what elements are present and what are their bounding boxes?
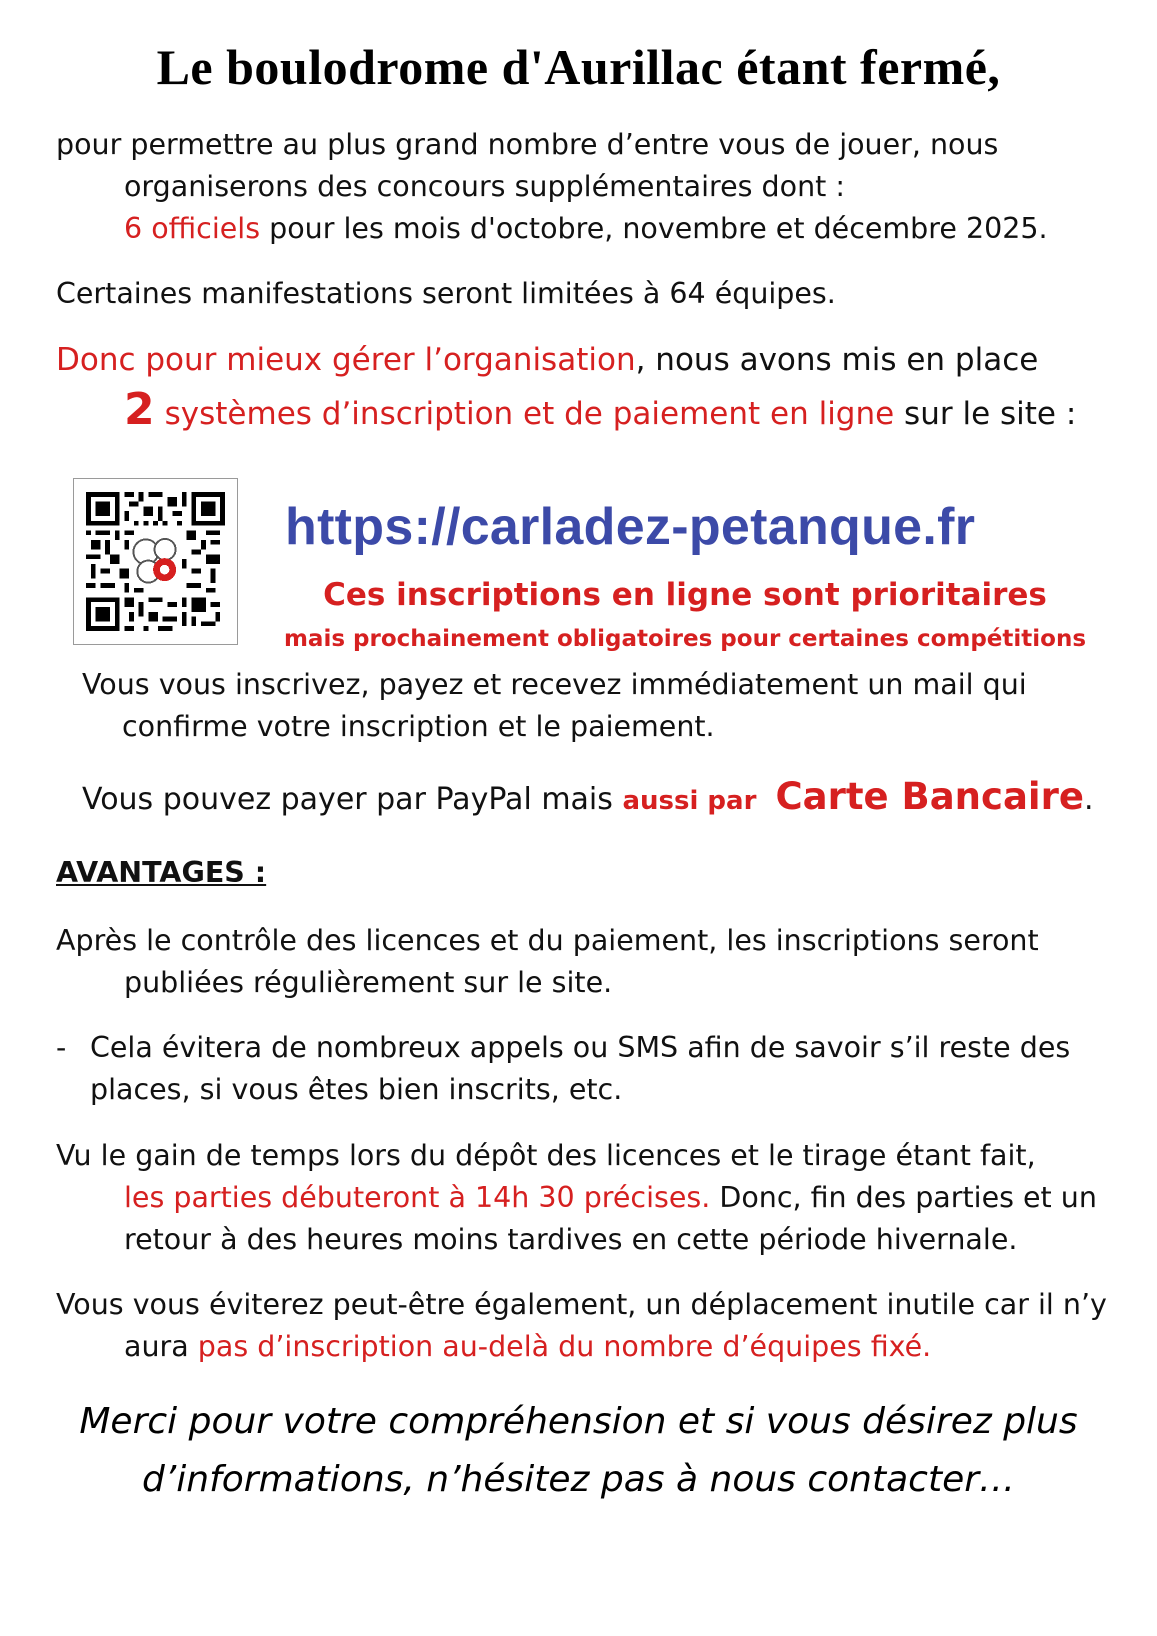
payment-paragraph: [82, 776, 1142, 822]
advantage-3-line-1: Vu le gain de temps lors du dépôt des licences et le tirage étant fait,: [56, 1139, 1036, 1172]
advantage-3-line-2: [56, 1177, 1116, 1219]
systems-number: 2: [124, 384, 155, 435]
register-line-1: Vous vous inscrivez, payez et recevez immédiatement un mail qui: [82, 668, 1027, 701]
advantage-3: [56, 1135, 1116, 1261]
site-url-link[interactable]: https://carladez-petanque.fr: [285, 498, 976, 556]
advantage-2-line-2: places, si vous êtes bien inscrits, etc.: [90, 1073, 623, 1106]
advantage-4-line-2-start: aura: [124, 1330, 198, 1363]
advantage-3-line-3: retour à des heures moins tardives en cette période hivernale.: [124, 1223, 1018, 1256]
advantage-1-line-2: publiées régulièrement sur le site.: [124, 966, 613, 999]
advantage-4-line-2: [56, 1326, 1116, 1368]
payment-text: Vous pouvez payer par PayPal mais: [82, 782, 623, 817]
intro-line-2: organiserons des concours supplémentaires dont :: [124, 170, 845, 203]
payment-carte-bancaire: Carte Bancaire: [775, 775, 1084, 818]
systems-line-1-rest: , nous avons mis en place: [635, 342, 1039, 378]
intro-line-1: pour permettre au plus grand nombre d’entre vous de jouer, nous: [56, 128, 999, 161]
intro-months: pour les mois d'octobre, novembre et décembre 2025.: [260, 212, 1048, 245]
register-paragraph: [82, 664, 1142, 748]
payment-end: .: [1083, 782, 1094, 817]
register-line-2: confirme votre inscription et le paiement.: [122, 710, 715, 743]
advantage-1: [56, 920, 1116, 1004]
start-time-notice: les parties débuteront à 14h 30 précises.: [124, 1181, 711, 1214]
page-title: Le boulodrome d'Aurillac étant fermé,: [156, 39, 1001, 95]
limit-paragraph: Certaines manifestations seront limitées à 64 équipes.: [56, 277, 836, 310]
team-limit-notice: pas d’inscription au-delà du nombre d’équipes fixé.: [197, 1330, 932, 1363]
intro-line-3: [56, 208, 1116, 250]
advantage-4-line-1: Vous vous éviterez peut-être également, un déplacement inutile car il n’y: [56, 1288, 1107, 1321]
advantage-4: [56, 1284, 1116, 1368]
advantages-heading: AVANTAGES :: [56, 856, 267, 889]
systems-online-text: systèmes d’inscription et de paiement en ligne: [164, 396, 895, 432]
advantage-1-line-1: Après le contrôle des licences et du paiement, les inscriptions seront: [56, 924, 1039, 957]
systems-line-1: [56, 338, 1116, 382]
systems-paragraph: [56, 338, 1116, 436]
closing-line-1: Merci pour votre compréhension et si vous désirez plus: [79, 1401, 1078, 1442]
systems-red-text: Donc pour mieux gérer l’organisation: [56, 342, 636, 378]
advantage-2-line-1: Cela évitera de nombreux appels ou SMS afin de savoir s’il reste des: [90, 1031, 1071, 1064]
systems-line-2-rest: sur le site :: [894, 396, 1077, 432]
intro-paragraph: [56, 124, 1116, 250]
qr-code-graphic: [86, 492, 225, 631]
closing-line-2: d’informations, n’hésitez pas à nous contacter…: [141, 1459, 1016, 1500]
advantage-2-dash: -: [56, 1031, 67, 1064]
advantage-2: [56, 1027, 1116, 1111]
closing-message: [0, 1393, 1157, 1509]
systems-line-2: [56, 384, 1116, 436]
payment-aussi: aussi par: [622, 786, 757, 816]
officiels-count: 6 officiels: [124, 212, 261, 245]
advantage-3-line-2-rest: Donc, fin des parties et un: [710, 1181, 1097, 1214]
mandatory-notice: mais prochainement obligatoires pour certaines compétitions: [283, 626, 1087, 652]
priority-notice: Ces inscriptions en ligne sont prioritaires: [323, 577, 1047, 613]
qr-code-icon[interactable]: [73, 478, 238, 645]
